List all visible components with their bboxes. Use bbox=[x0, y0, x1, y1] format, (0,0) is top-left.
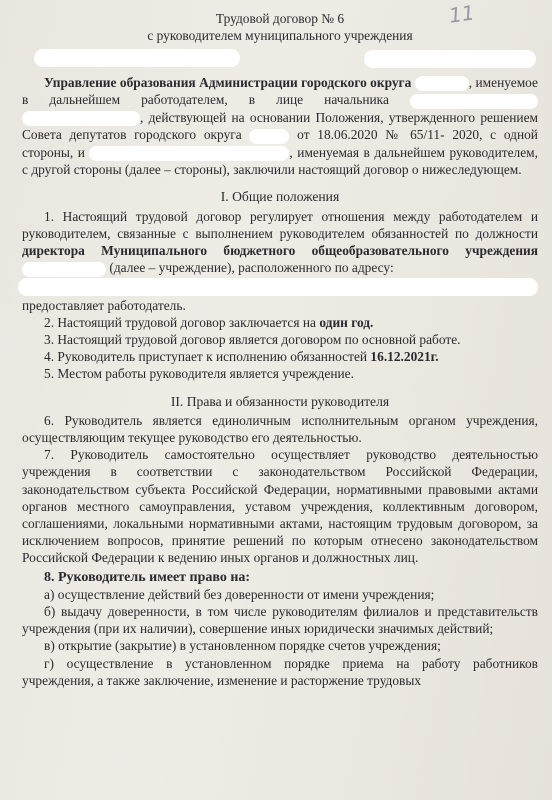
clause-3: 3. Настоящий трудовой договор является договором по основной работе. bbox=[44, 331, 461, 347]
clause-4: 4. Руководитель приступает к исполнению обязанностей 16.12.2021г. bbox=[44, 349, 439, 365]
clause-8a: а) осуществление действий без доверенности от имени учреждения; bbox=[44, 586, 435, 602]
section-heading-general: I. Общие положения bbox=[220, 189, 340, 205]
clause-8b: б) выдачу доверенности, в том числе руководителям филиалов и представительств учреждения (при их наличии), совершение иных юридически значимых действий; bbox=[22, 604, 538, 637]
employer-name: Управление образования Администрации городского округа bbox=[44, 75, 412, 90]
redaction-mark bbox=[22, 111, 140, 126]
redaction-mark bbox=[415, 76, 469, 91]
clause-1: 1. Настоящий трудовой договор регулирует отношения между работодателем и руководителем, связанные с выполнением руководителем обязанностей по должности директора Муниципального бюджетного общеобразовательного учреждения (далее – учреждение), расположенного по адресу: bbox=[22, 208, 538, 276]
document-body bbox=[22, 10, 538, 689]
document-title: Трудовой договор № 6 bbox=[215, 11, 345, 26]
clause-1-end: предоставляет работодатель. bbox=[22, 297, 186, 313]
clause-7: 7. Руководитель самостоятельно осуществляет руководство деятельностью учреждения в соответствии с законодательством Российской Федерации, законодательством субъекта Российской Федерации, нормативными правовыми актами органов местного самоуправления, уставом учреждения, коллективным договором, соглашениями, локальными нормативными актами, настоящим трудовым договором, за исключением вопросов, принятие решений по которым отнесено законодательством Российской Федерации к ведению иных органов и должностных лиц. bbox=[22, 447, 538, 566]
redaction-mark bbox=[22, 262, 106, 277]
redaction-mark bbox=[89, 146, 289, 161]
handwritten-page-number: 11 bbox=[447, 0, 476, 28]
clause-2: 2. Настоящий трудовой договор заключается на один год. bbox=[44, 314, 374, 330]
clause-8c: в) открытие (закрытие) в установленном порядке счетов учреждения; bbox=[44, 638, 441, 654]
redaction-mark bbox=[18, 278, 538, 296]
redacted-header-row bbox=[22, 44, 538, 70]
clause-5: 5. Местом работы руководителя является учреждение. bbox=[44, 366, 354, 382]
clause-6: 6. Руководитель является единоличным исполнительным органом учреждения, осуществляющим текущее руководство его деятельностью. bbox=[22, 412, 538, 445]
clause-8d: г) осуществление в установленном порядке приема на работу работников учреждения, а также заключение, изменение и расторжение трудовых bbox=[22, 655, 538, 688]
clause-8-heading: 8. Руководитель имеет право на: bbox=[44, 569, 251, 585]
document-subtitle: с руководителем муниципального учреждения bbox=[147, 28, 413, 43]
intro-paragraph: Управление образования Администрации городского округа , именуемое в дальнейшем работодателем, в лице начальника , действующей на основании Положения, утвержденного решением Совета депутатов городского округа от 18.06.2020 № 65/11- 2020, с одной стороны, и , именуемая в дальнейшем руководителем, с другой стороны (далее – стороны), заключили настоящий договор о нижеследующем. bbox=[22, 75, 538, 178]
redaction-mark bbox=[34, 49, 240, 67]
section-heading-rights: II. Права и обязанности руководителя bbox=[170, 393, 390, 409]
redaction-mark bbox=[410, 94, 538, 109]
redaction-mark bbox=[249, 129, 289, 144]
redaction-mark bbox=[364, 50, 536, 68]
